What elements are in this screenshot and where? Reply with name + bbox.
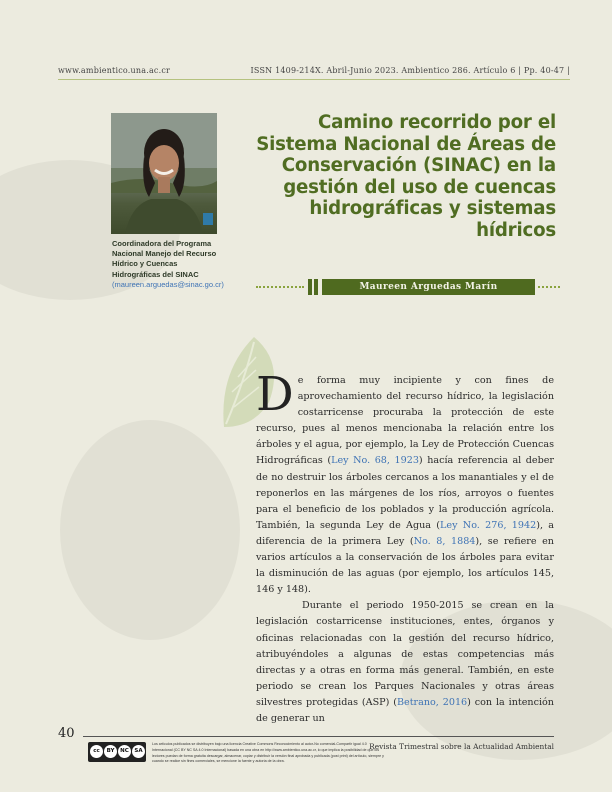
journal-tagline: Revista Trimestral sobre la Actualidad Ambiental <box>369 742 554 751</box>
author-name: Maureen Arguedas Marín <box>322 279 535 295</box>
author-email[interactable]: (maureen.arguedas@sinac.go.cr) <box>112 279 224 289</box>
author-caption <box>112 239 224 290</box>
paragraph-2 <box>256 598 554 727</box>
dotted-rule-right <box>538 286 560 288</box>
license-text: Los artículos publicados se distribuyen bajo una licencia Creative Commons Reconocimiento al autor-No comercial-Compartir igual 4.0 Internacional (CC BY NC SA 4.0 Internacional) basada en una obra en http://www.ambientico.una.ac.cr, lo que implica la posibilidad de que los lectores puedan de forma gratuita descargar, almacenar, copiar y distribuir la versión final aprobada y publicada (post print) del artículo, siempre y cuando se realice sin fines comerciales, se mencione la fuente y autoría de la obra. <box>152 742 384 764</box>
author-photo <box>111 113 217 234</box>
nc-icon: NC <box>118 745 131 758</box>
author-bar <box>256 278 560 296</box>
author-role: Coordinadora del Programa Nacional Manejo del Recurso Hídrico y Cuencas Hidrográficas del SINAC <box>112 239 217 279</box>
page-number: 40 <box>58 726 75 741</box>
reference-link[interactable]: No. 8, 1884 <box>413 535 476 547</box>
author-bar-accent <box>308 279 318 295</box>
header-site: www.ambientico.una.ac.cr <box>58 66 171 75</box>
by-icon: BY <box>104 745 117 758</box>
drop-cap: D <box>256 367 294 422</box>
reference-link[interactable]: Ley No. 68, 1923 <box>331 455 419 467</box>
paragraph-text: ) hacía referencia al deber de no destruir los árboles cercanos a los manantiales y el de reponerlos en las márgenes de los ríos, arroyos o fuentes para el beneficio de los poblados y la producción agrícola. También, la segunda Ley de Agua ( <box>256 455 555 531</box>
cc-icon: cc <box>90 745 103 758</box>
dotted-rule-left <box>256 286 304 288</box>
article-title: Camino recorrido por el Sistema Nacional de Áreas de Conservación (SINAC) en la gestión del uso de cuencas hidrográficas y sistemas hídricos <box>256 112 556 241</box>
sa-icon: SA <box>132 745 145 758</box>
header-divider <box>58 79 570 80</box>
footer-divider <box>83 736 554 737</box>
paragraph-text: e forma muy incipiente y con fines de aprovechamiento del recurso hídrico, la legislación costarricense procuraba la protección de este recurso, pues al menos mencionaba la relación entre los árboles y el agua, por ejemplo, la Ley de Protección Cuencas Hidrográficas ( <box>256 375 554 467</box>
author-portrait-illustration <box>111 113 217 234</box>
paragraph-text: Durante el periodo 1950-2015 se crean en la legislación costarricense instituciones, entes, órganos y oficinas relacionadas con la gestión del recurso hídrico, atribuyéndoles a algunas de estas competencias más directas y a otras en forma más general. También, en este periodo se crean los Parques Nacionales y otras áreas silvestres protegidas (ASP) ( <box>256 600 554 708</box>
reference-link[interactable]: Ley No. 276, 1942 <box>440 519 537 531</box>
paragraph-text: ), a diferencia de la primera Ley ( <box>256 519 554 547</box>
paragraph-text: ) con la intención de generar un <box>256 696 554 724</box>
paragraph-text: ), se refiere en varios artículos a la conservación de los árboles para evitar la disminución de las aguas (por ejemplo, los artículos 145, 146 y 148). <box>256 535 554 596</box>
reference-link[interactable]: Betrano, 2016 <box>396 696 468 708</box>
background-stain <box>60 420 240 640</box>
cc-license-badge[interactable] <box>88 742 146 762</box>
article-body <box>256 367 555 727</box>
header-issue: ISSN 1409-214X. Abril-Junio 2023. Ambientico 286. Artículo 6 | Pp. 40-47 | <box>250 66 570 75</box>
paragraph-1 <box>256 367 555 598</box>
